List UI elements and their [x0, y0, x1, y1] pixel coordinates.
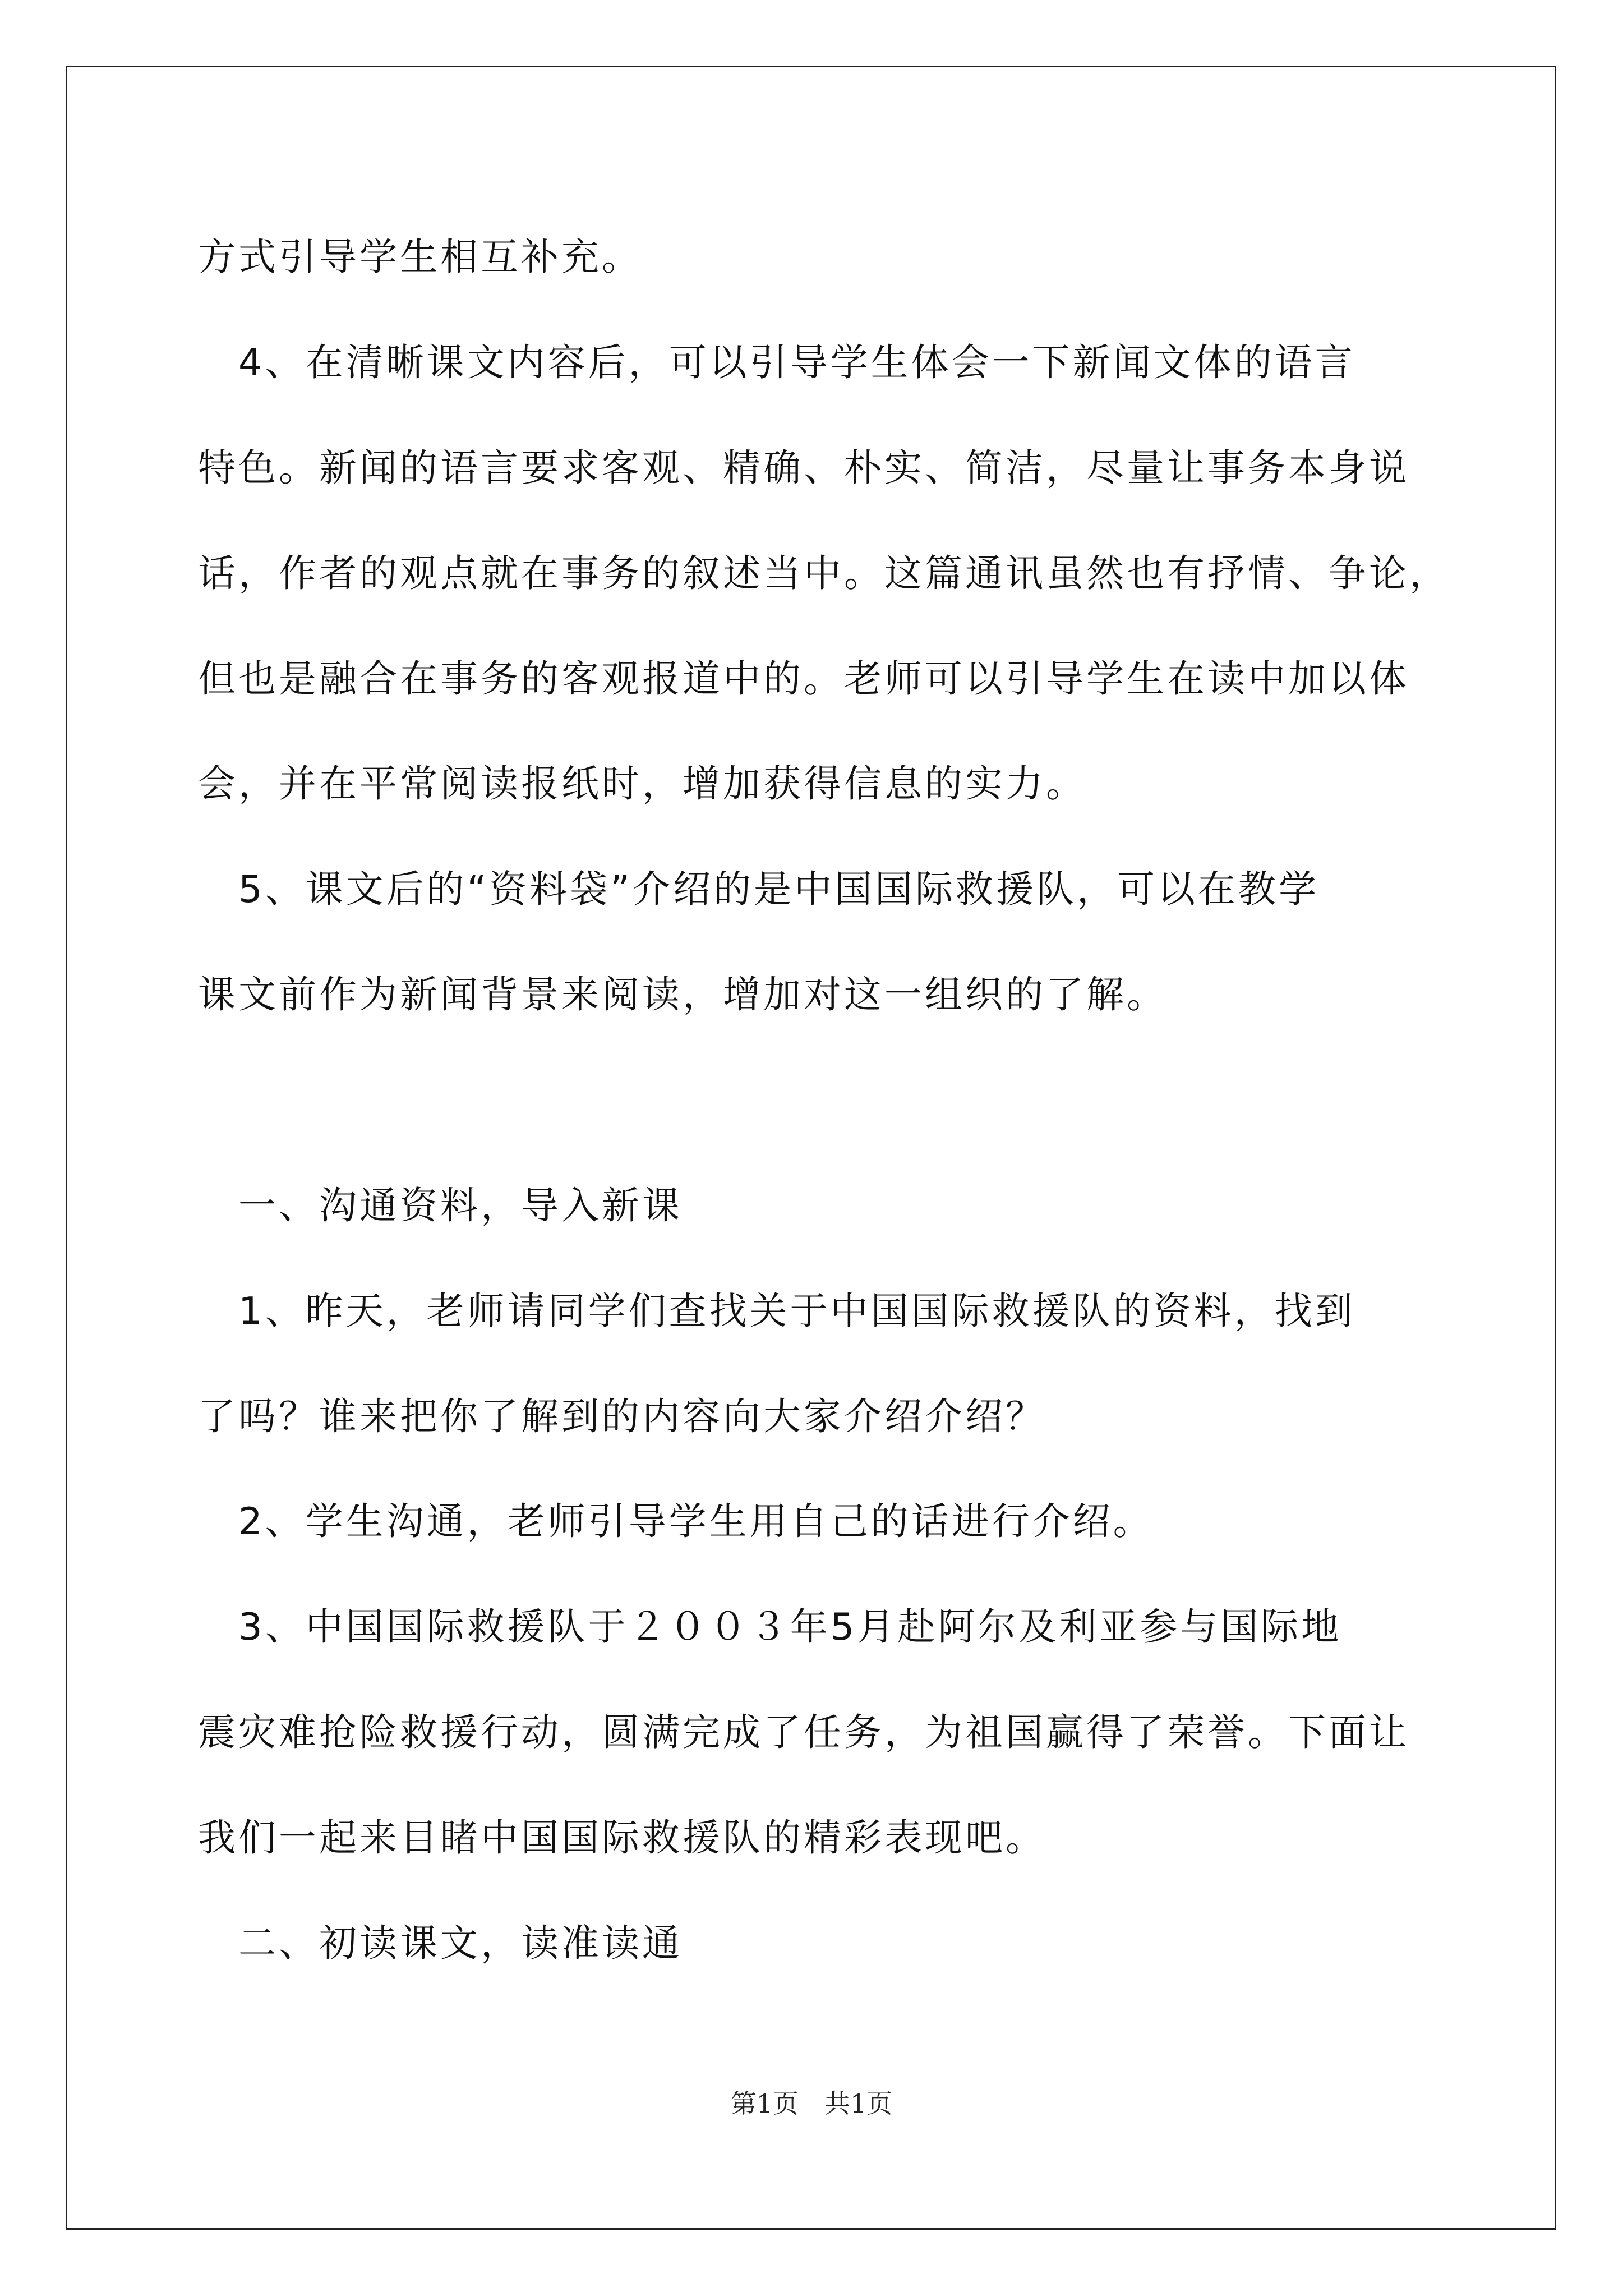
section-heading: 一、沟通资料，导入新课: [198, 1184, 683, 1227]
text-line: 但也是融合在事务的客观报道中的。老师可以引导学生在读中加以体: [198, 657, 1409, 701]
text-line: 震灾难抢险救援行动，圆满完成了任务，为祖国赢得了荣誉。下面让: [198, 1710, 1409, 1754]
text-line: 话，作者的观点就在事务的叙述当中。这篇通讯虽然也有抒情、争论，: [198, 551, 1450, 595]
text-line: 了吗？谁来把你了解到的内容向大家介绍介绍？: [198, 1395, 1046, 1438]
text-line: 3、中国国际救援队于２００３年5月赴阿尔及利亚参与国际地: [198, 1605, 1342, 1649]
text-line: 2、学生沟通，老师引导学生用自己的话进行介绍。: [198, 1499, 1154, 1543]
text-line: 5、课文后的“资料袋”介绍的是中国国际救援队，可以在教学: [198, 867, 1320, 911]
page-border: [66, 66, 1556, 2230]
text-line: 1、昨天，老师请同学们查找关于中国国际救援队的资料，找到: [198, 1289, 1355, 1333]
text-line: 4、在清晰课文内容后，可以引导学生体会一下新闻文体的语言: [198, 341, 1355, 384]
text-line: 会，并在平常阅读报纸时，增加获得信息的实力。: [198, 762, 1086, 806]
section-heading: 二、初读课文，读准读通: [198, 1921, 683, 1965]
text-line: 方式引导学生相互补充。: [198, 235, 642, 279]
text-line: 特色。新闻的语言要求客观、精确、朴实、简洁，尽量让事务本身说: [198, 446, 1409, 490]
text-line: 我们一起来目睹中国国际救援队的精彩表现吧。: [198, 1816, 1046, 1860]
text-line: 课文前作为新闻背景来阅读，增加对这一组织的了解。: [198, 973, 1167, 1016]
page-number-footer: 第1页 共1页: [730, 2088, 893, 2119]
